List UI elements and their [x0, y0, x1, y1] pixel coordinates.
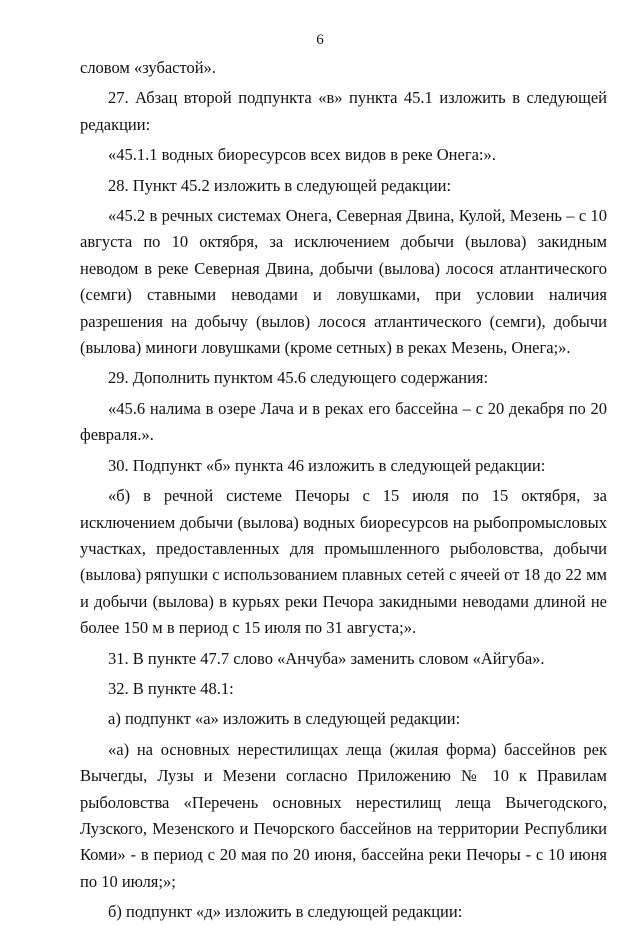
page-number: 6 [316, 32, 324, 48]
paragraph-item-28: 28. Пункт 45.2 изложить в следующей редакции: [108, 175, 452, 195]
paragraph-quote-48-1-a: «а) на основных нерестилищах леща (жилая форма) бассейнов рек Вычегды, Лузы и Мезени согласно Приложению № 10 к Правилам рыболовства «Перечень основных нерестилищ леща Вычегодского, Лузского, Мезенского и Печорского бассейнов на территории Республики Коми» - в период с 20 мая по 20 июня, бассейна реки Печоры - с 10 июня по 10 июля;»; [80, 739, 607, 891]
paragraph-quote-45-1-1: «45.1.1 водных биоресурсов всех видов в реке Онега:». [108, 145, 496, 165]
paragraph-item-31: 31. В пункте 47.7 слово «Анчуба» заменить словом «Айгуба». [108, 648, 545, 668]
paragraph-subitem-b: б) подпункт «д» изложить в следующей редакции: [108, 902, 463, 922]
paragraph-quote-45-2: «45.2 в речных системах Онега, Северная Двина, Кулой, Мезень – с 10 августа по 10 октября, за исключением добычи (вылова) закидным неводом в реке Северная Двина, добычи (вылова) лосося атлантического (семги) ставными неводами и ловушками, при условии наличия разрешения на добычу (вылов) лосося атлантического (семги), добычи (вылова) миноги ловушками (кроме сетных) в реках Мезень, Онега;». [80, 206, 607, 358]
paragraph-item-30: 30. Подпункт «б» пункта 46 изложить в следующей редакции: [108, 455, 546, 475]
paragraph-quote-46-b: «б) в речной системе Печоры с 15 июля по 15 октября, за исключением добычи (вылова) водных биоресурсов на рыбопромысловых участках, предоставленных для промышленного рыболовства, добычи (вылова) ряпушки с использованием плавных сетей с ячеей от 18 до 22 мм и добычи (вылова) в курьях реки Печора закидными неводами длиной не более 150 м в период с 15 июля по 31 августа;». [80, 486, 607, 638]
document-body [80, 55, 607, 926]
paragraph-quote-45-6: «45.6 налима в озере Лача и в реках его бассейна – с 20 декабря по 20 февраля.». [80, 398, 607, 445]
paragraph-item-32: 32. В пункте 48.1: [108, 678, 234, 698]
paragraph-subitem-a: а) подпункт «а» изложить в следующей редакции: [108, 709, 461, 729]
paragraph-continuation: словом «зубастой». [80, 58, 216, 77]
paragraph-item-29: 29. Дополнить пунктом 45.6 следующего содержания: [108, 368, 489, 388]
paragraph-item-27: 27. Абзац второй подпункта «в» пункта 45.1 изложить в следующей редакции: [80, 88, 607, 134]
